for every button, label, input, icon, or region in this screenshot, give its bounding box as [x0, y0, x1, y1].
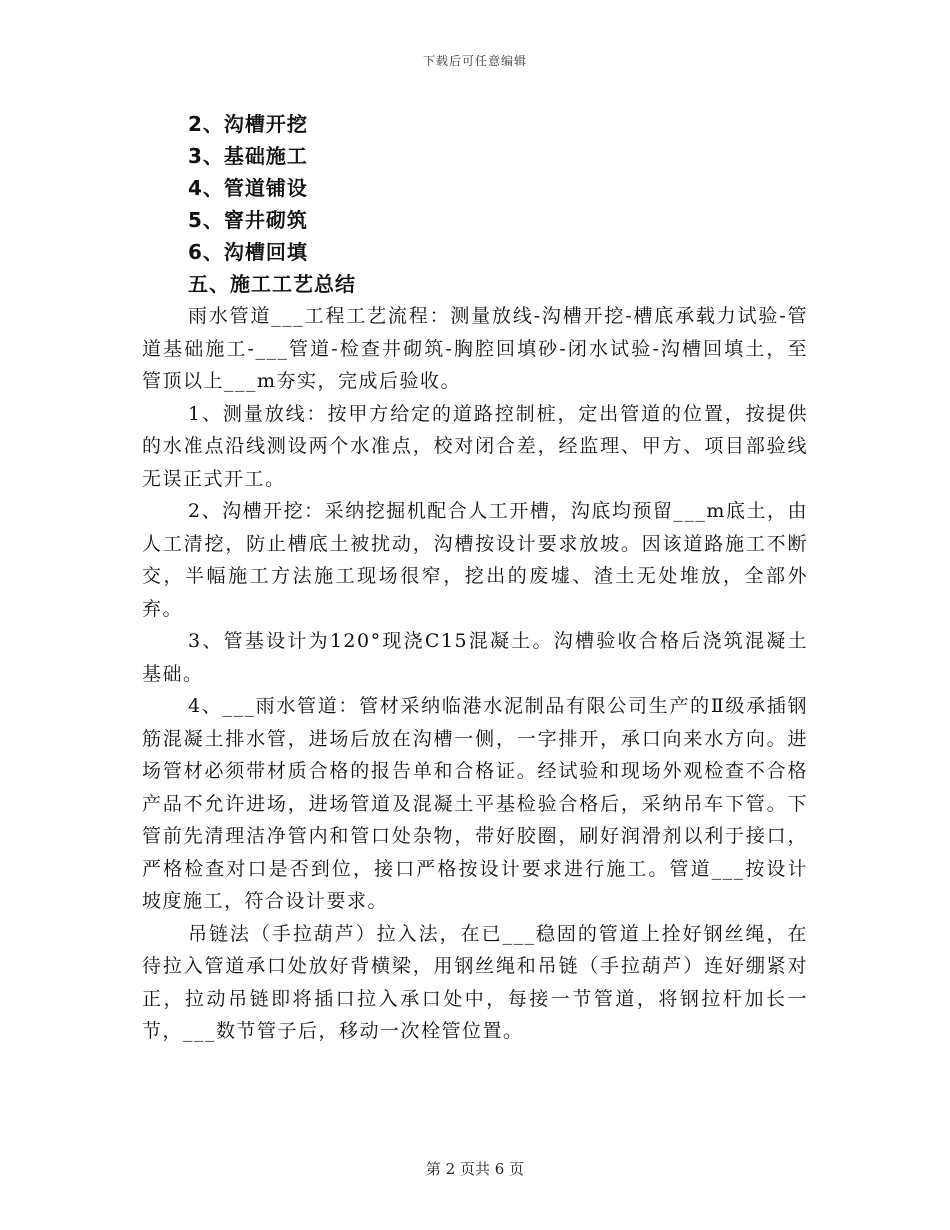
document-body	[142, 108, 808, 1048]
heading-section-five: 五、施工工艺总结	[188, 272, 356, 296]
paragraph-pipe-base: 3、管基设计为120°现浇C15混凝土。沟槽验收合格后浇筑混凝土基础。	[142, 630, 808, 685]
page-header: 下载后可任意编辑	[422, 54, 527, 68]
heading-manhole: 5、窨井砌筑	[188, 208, 308, 232]
paragraph-process-flow: 雨水管道___工程工艺流程：测量放线-沟槽开挖-槽底承载力试验-管道基础施工-___管道-检查井砌筑-胸腔回填砂-闭水试验-沟槽回填土，至管顶以上___m夯实，完成后验收。	[142, 305, 808, 392]
heading-pipe-laying: 4、管道铺设	[188, 176, 308, 200]
paragraph-trenching: 2、沟槽开挖：采纳挖掘机配合人工开槽，沟底均预留___m底土，由人工清挖，防止槽底土被扰动，沟槽按设计要求放坡。因该道路施工不断交，半幅施工方法施工现场很窄，挖出的废墟、渣土无处堆放，全部外弃。	[142, 500, 808, 620]
paragraph-surveying: 1、测量放线：按甲方给定的道路控制桩，定出管道的位置，按提供的水准点沿线测设两个水准点，校对闭合差，经监理、甲方、项目部验线无误正式开工。	[142, 402, 808, 490]
heading-trench-excavation: 2、沟槽开挖	[188, 112, 308, 136]
heading-backfill: 6、沟槽回填	[188, 240, 308, 264]
paragraph-chain-hoist: 吊链法（手拉葫芦）拉入法，在已___稳固的管道上拴好钢丝绳，在待拉入管道承口处放好背横梁，用钢丝绳和吊链（手拉葫芦）连好绷紧对正，拉动吊链即将插口拉入承口处中，每接一节管道，将钢拉杆加长一节，___数节管子后，移动一次栓管位置。	[142, 922, 808, 1042]
page-number: 第 2 页共 6 页	[425, 1160, 525, 1178]
heading-foundation: 3、基础施工	[188, 144, 308, 168]
paragraph-rain-pipe: 4、___雨水管道：管材采纳临港水泥制品有限公司生产的Ⅱ级承插钢筋混凝土排水管，进场后放在沟槽一侧，一字排开，承口向来水方向。进场管材必须带材质合格的报告单和合格证。经试验和现场外观检查不合格产品不允许进场，进场管道及混凝土平基检验合格后，采纳吊车下管。下管前先清理洁净管内和管口处杂物，带好胶圈，刷好润滑剂以利于接口，严格检查对口是否到位，接口严格按设计要求进行施工。管道___按设计坡度施工，符合设计要求。	[142, 695, 808, 912]
